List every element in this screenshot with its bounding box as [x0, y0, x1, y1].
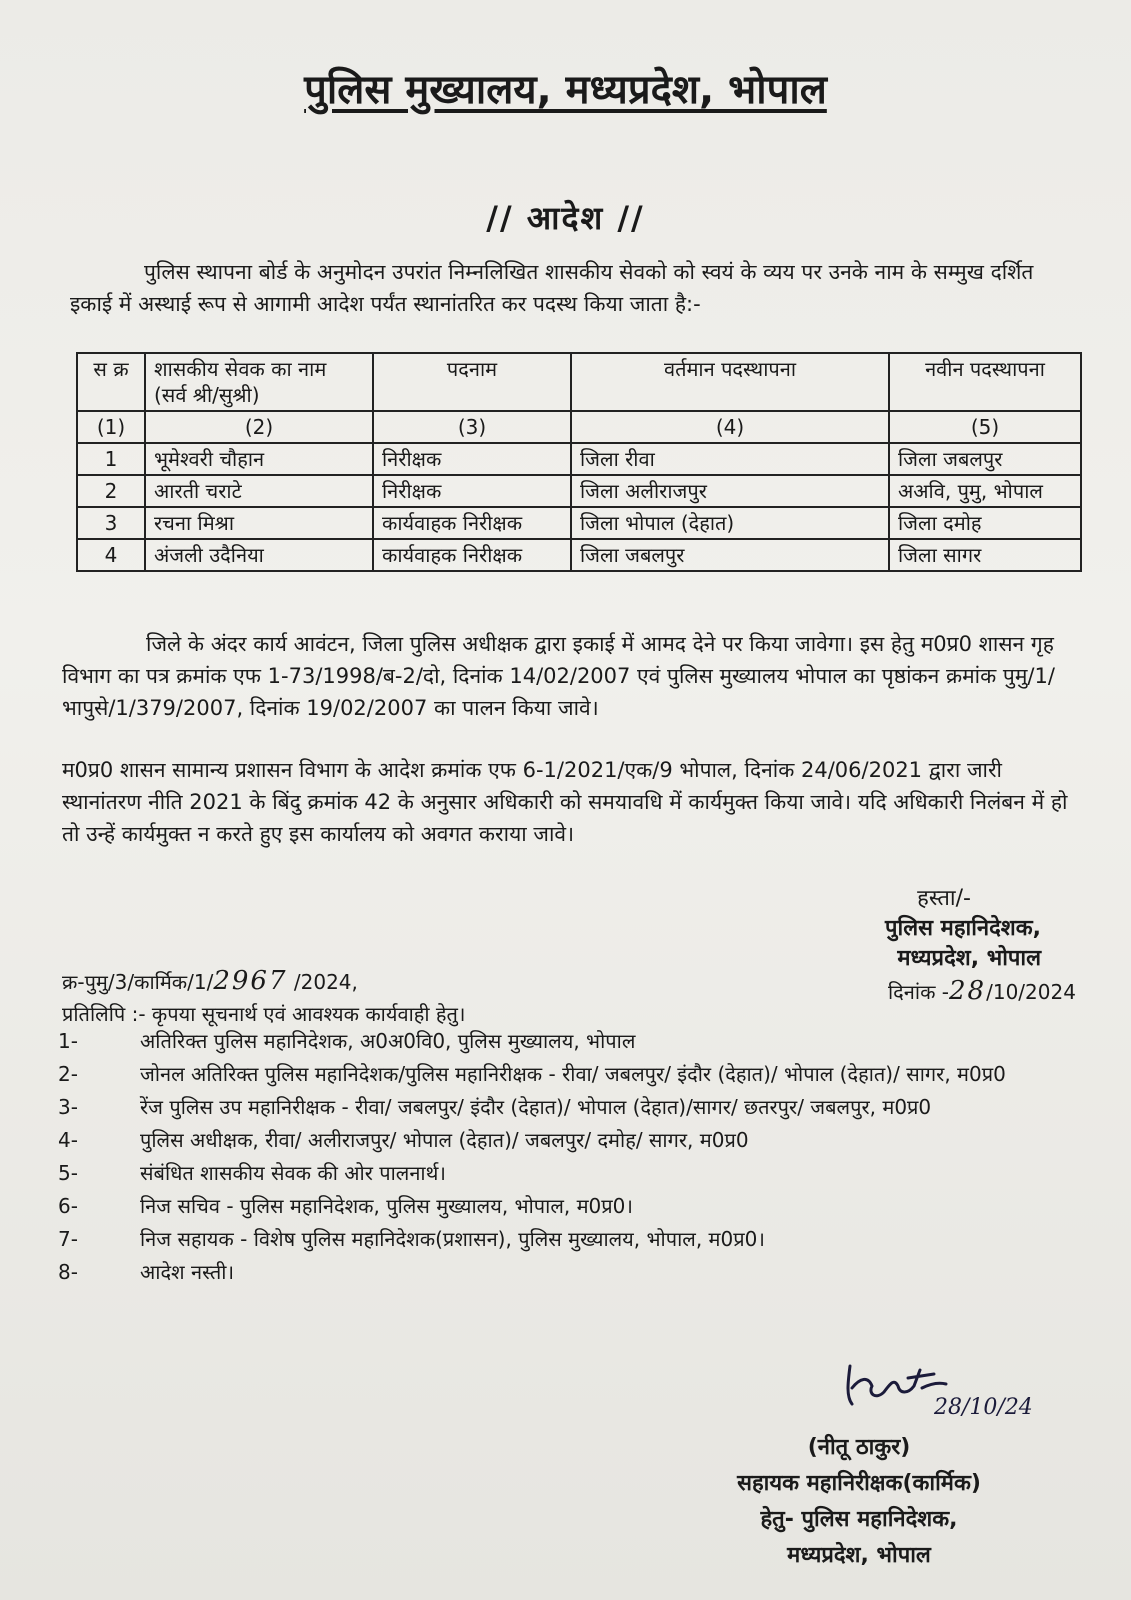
- cell-name: भूमेश्वरी चौहान: [145, 443, 373, 475]
- transfer-table: [76, 352, 1082, 572]
- allocation-paragraph: जिले के अंदर कार्य आवंटन, जिला पुलिस अधीक्षक द्वारा इकाई में आमद देने पर किया जावेगा। इस हेतु म0प्र0 शासन गृह विभाग का पत्र क्रमांक एफ 1-73/1998/ब-2/दो, दिनांक 14/02/2007 एवं पुलिस मुख्यालय भोपाल का पृष्ठांकन क्रमांक पुमु/1/भापुसे/1/379/2007, दिनांक 19/02/2007 का पालन किया जावे।: [62, 632, 1055, 720]
- header-designation: पदनाम: [373, 353, 571, 411]
- cell-serial: 2: [77, 475, 145, 507]
- header-name: शासकीय सेवक का नाम (सर्व श्री/सुश्री): [145, 353, 373, 411]
- table-header-row: [77, 353, 1081, 411]
- cell-current-posting: जिला रीवा: [571, 443, 889, 475]
- list-text: आदेश नस्ती।: [140, 1260, 235, 1284]
- dgp-sign-block: [885, 884, 1041, 974]
- signer-for: हेतु- पुलिस महानिदेशक,: [760, 1507, 958, 1532]
- list-text: निज सहायक - विशेष पुलिस महानिदेशक(प्रशासन), पुलिस मुख्यालय, भोपाल, म0प्र0।: [140, 1227, 765, 1251]
- table-row: [77, 443, 1081, 475]
- table-number-row: [77, 411, 1081, 443]
- office-title: पुलिस मुख्यालय, मध्यप्रदेश, भोपाल: [304, 67, 827, 113]
- cell-current-posting: जिला जबलपुर: [571, 539, 889, 571]
- col-number: (3): [373, 411, 571, 443]
- date-suffix: /10/2024: [986, 980, 1076, 1004]
- reference-number: [62, 966, 358, 996]
- cell-name: अंजली उदैनिया: [145, 539, 373, 571]
- signer-name: (नीतू ठाकुर): [807, 1435, 911, 1460]
- table-row: [77, 507, 1081, 539]
- list-text: निज सचिव - पुलिस महानिदेशक, पुलिस मुख्यालय, भोपाल, म0प्र0।: [140, 1194, 633, 1218]
- signer-place: मध्यप्रदेश, भोपाल: [787, 1543, 931, 1568]
- ref-prefix: क्र-पुमु/3/कार्मिक/1/: [62, 970, 214, 994]
- header-current-posting: वर्तमान पदस्थापना: [571, 353, 889, 411]
- handwritten-signature: [838, 1348, 1038, 1428]
- signer-designation: सहायक महानिरीक्षक(कार्मिक): [737, 1471, 981, 1496]
- cell-designation: निरीक्षक: [373, 475, 571, 507]
- col-number: (5): [889, 411, 1081, 443]
- dgp-title: पुलिस महानिदेशक,: [885, 916, 1041, 941]
- intro-paragraph: पुलिस स्थापना बोर्ड के अनुमोदन उपरांत निम्नलिखित शासकीय सेवको को स्वयं के व्यय पर उनके नाम के सम्मुख दर्शित इकाई में अस्थाई रूप से आगामी आदेश पर्यंत स्थानांतरित कर पदस्थ किया जाता है:-: [70, 260, 1034, 316]
- cell-serial: 1: [77, 443, 145, 475]
- col-number: (4): [571, 411, 889, 443]
- signer-block: [679, 1430, 1039, 1574]
- cell-designation: कार्यवाहक निरीक्षक: [373, 507, 571, 539]
- list-item: [40, 1259, 1100, 1285]
- list-item: [40, 1094, 1100, 1120]
- header-serial: स क्र: [77, 353, 145, 411]
- date-prefix: दिनांक -: [888, 980, 950, 1004]
- copy-list: [40, 1028, 1100, 1292]
- cell-current-posting: जिला अलीराजपुर: [571, 475, 889, 507]
- ref-handwritten-number: 2967: [213, 966, 288, 996]
- cell-serial: 4: [77, 539, 145, 571]
- cell-serial: 3: [77, 507, 145, 539]
- list-text: रेंज पुलिस उप महानिरीक्षक - रीवा/ जबलपुर/ इंदौर (देहात)/ भोपाल (देहात)/सागर/ छतरपुर/ जबलपुर, म0प्र0: [140, 1095, 932, 1119]
- cell-designation: कार्यवाहक निरीक्षक: [373, 539, 571, 571]
- date-handwritten-day: 28: [949, 976, 987, 1006]
- list-number: 1-: [58, 1029, 78, 1053]
- list-number: 7-: [58, 1227, 78, 1251]
- dgp-place: मध्यप्रदेश, भोपाल: [897, 946, 1041, 971]
- cell-designation: निरीक्षक: [373, 443, 571, 475]
- table-row: [77, 475, 1081, 507]
- ref-suffix: /2024,: [293, 970, 358, 994]
- list-number: 5-: [58, 1161, 78, 1185]
- list-number: 2-: [58, 1062, 78, 1086]
- list-number: 8-: [58, 1260, 78, 1284]
- list-text: संबंधित शासकीय सेवक की ओर पालनार्थ।: [140, 1161, 446, 1185]
- cell-new-posting: जिला दमोह: [889, 507, 1081, 539]
- list-number: 3-: [58, 1095, 78, 1119]
- col-number: (2): [145, 411, 373, 443]
- list-number: 6-: [58, 1194, 78, 1218]
- list-item: [40, 1226, 1100, 1252]
- list-item: [40, 1193, 1100, 1219]
- cell-new-posting: जिला जबलपुर: [889, 443, 1081, 475]
- list-item: [40, 1160, 1100, 1186]
- list-item: [40, 1061, 1100, 1087]
- cell-name: रचना मिश्रा: [145, 507, 373, 539]
- list-text: अतिरिक्त पुलिस महानिदेशक, अ0अ0वि0, पुलिस मुख्यालय, भोपाल: [140, 1029, 636, 1053]
- signed-mark: हस्ता/-: [917, 886, 971, 911]
- table-row: [77, 539, 1081, 571]
- list-item: [40, 1127, 1100, 1153]
- policy-paragraph: म0प्र0 शासन सामान्य प्रशासन विभाग के आदेश क्रमांक एफ 6-1/2021/एक/9 भोपाल, दिनांक 24/06/2021 द्वारा जारी स्थानांतरण नीति 2021 के बिंदु क्रमांक 42 के अनुसार अधिकारी को समयावधि में कार्यमुक्त किया जावे। यदि अधिकारी निलंबन में हो तो उन्हें कार्यमुक्त न करते हुए इस कार्यालय को अवगत कराया जावे।: [62, 758, 1068, 846]
- cell-new-posting: अअवि, पुमु, भोपाल: [889, 475, 1081, 507]
- list-item: [40, 1028, 1100, 1054]
- cell-new-posting: जिला सागर: [889, 539, 1081, 571]
- list-text: जोनल अतिरिक्त पुलिस महानिदेशक/पुलिस महानिरीक्षक - रीवा/ जबलपुर/ इंदौर (देहात)/ भोपाल (देहात)/ सागर, म0प्र0: [140, 1062, 1006, 1086]
- issue-date: [888, 976, 1076, 1006]
- col-number: (1): [77, 411, 145, 443]
- order-heading: // आदेश //: [486, 199, 645, 237]
- header-new-posting: नवीन पदस्थापना: [889, 353, 1081, 411]
- cell-name: आरती चराटे: [145, 475, 373, 507]
- list-number: 4-: [58, 1128, 78, 1152]
- cell-current-posting: जिला भोपाल (देहात): [571, 507, 889, 539]
- signature-date: 28/10/24: [934, 1395, 1033, 1420]
- list-text: पुलिस अधीक्षक, रीवा/ अलीराजपुर/ भोपाल (देहात)/ जबलपुर/ दमोह/ सागर, म0प्र0: [140, 1128, 749, 1152]
- copy-to-heading: प्रतिलिपि :- कृपया सूचनार्थ एवं आवश्यक कार्यवाही हेतु।: [62, 1002, 466, 1026]
